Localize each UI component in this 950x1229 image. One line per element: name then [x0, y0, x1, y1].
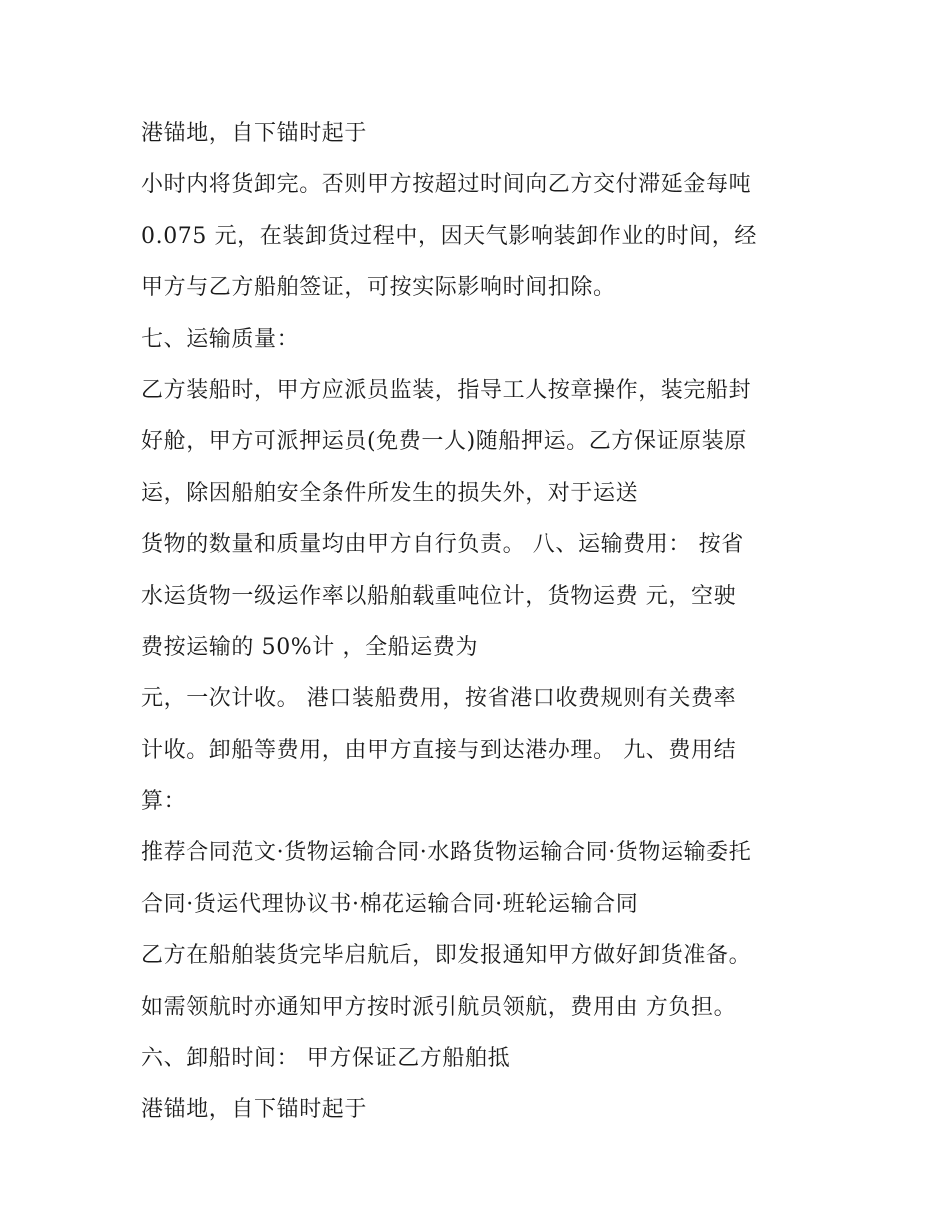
- text-line: 小时内将货卸完。否则甲方按超过时间向乙方交付滞延金每吨: [141, 172, 752, 198]
- text-line: 0.075 元，在装卸货过程中，因天气影响装卸作业的时间，经: [141, 223, 757, 249]
- text-line: 计收。卸船等费用，由甲方直接与到达港办理。 九、费用结: [141, 737, 737, 763]
- text-line: 甲方与乙方船舶签证，可按实际影响时间扣除。: [141, 275, 616, 301]
- text-line: 港锚地，自下锚时起于: [141, 121, 368, 146]
- text-line: 水运货物一级运作率以船舶载重吨位计，货物运费 元，空驶: [141, 583, 737, 609]
- text-line: 乙方在船舶装货完毕启航后，即发报通知甲方做好卸货准备。: [141, 943, 752, 969]
- section-heading: 七、运输质量：: [141, 326, 300, 352]
- text-line: 费按运输的 50%计 ，全船运费为: [141, 634, 479, 660]
- text-line: 好舱，甲方可派押运员(免费一人)随船押运。乙方保证原装原: [141, 429, 747, 455]
- text-line: 元，一次计收。 港口装船费用，按省港口收费规则有关费率: [141, 686, 737, 712]
- related-links-line: 合同·货运代理协议书·棉花运输合同·班轮运输合同: [141, 891, 639, 917]
- section-heading: 六、卸船时间： 甲方保证乙方船舶抵: [141, 1046, 511, 1072]
- related-links-line: 推荐合同范文·货物运输合同·水路货物运输合同·货物运输委托: [141, 840, 752, 866]
- text-line: 如需领航时亦通知甲方按时派引航员领航，费用由 方负担。: [141, 994, 737, 1020]
- text-line: 货物的数量和质量均由甲方自行负责。 八、运输费用： 按省: [141, 532, 744, 558]
- text-line: 算：: [141, 789, 187, 815]
- document-body: [141, 108, 821, 1136]
- text-line: 运，除因船舶安全条件所发生的损失外，对于运送: [141, 480, 639, 506]
- text-line: 港锚地，自下锚时起于: [141, 1097, 368, 1123]
- text-line: 乙方装船时，甲方应派员监装，指导工人按章操作，装完船封: [141, 377, 752, 403]
